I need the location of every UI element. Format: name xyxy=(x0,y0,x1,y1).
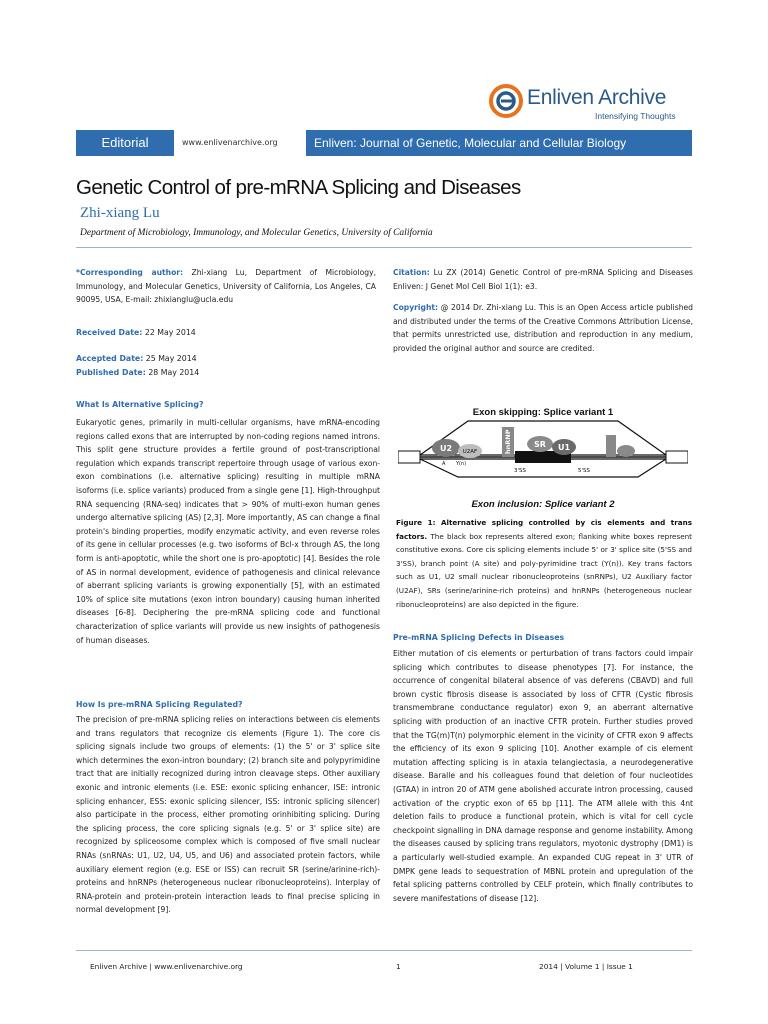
copyright-text: @ 2014 Dr. Zhi-xiang Lu. This is an Open Access article published and distributed under the terms of the Creative Commons Attribution License, that permits unrestricted use, distribution and reproduction in any medium, provided the original author and source are credited. xyxy=(393,303,693,353)
published-label: Published Date: xyxy=(76,368,146,377)
article-title: Genetic Control of pre-mRNA Splicing and Diseases xyxy=(76,176,521,199)
section-body-defects xyxy=(393,647,693,905)
splicing-diagram xyxy=(398,405,688,511)
copyright-block xyxy=(393,301,693,355)
journal-header-bar xyxy=(76,130,692,156)
section-body-regulation xyxy=(76,713,380,917)
published-value: 28 May 2014 xyxy=(145,368,200,377)
dates-block xyxy=(76,326,376,380)
hnrnp-factor-2 xyxy=(606,435,616,457)
journal-logo xyxy=(489,84,689,124)
corresponding-author-block xyxy=(76,266,376,307)
page-number: 1 xyxy=(396,962,401,971)
u1-label: U1 xyxy=(557,443,571,452)
ss3-label: 3'SS xyxy=(514,468,526,474)
received-label: Received Date: xyxy=(76,328,143,337)
accepted-value: 25 May 2014 xyxy=(143,354,197,363)
sr-label: SR xyxy=(534,440,546,449)
section-heading-defects: Pre-mRNA Splicing Defects in Diseases xyxy=(393,633,565,642)
journal-name: Enliven: Journal of Genetic, Molecular and Cellular Biology xyxy=(306,130,692,156)
constitutive-exon-right xyxy=(666,451,688,463)
constitutive-exon-left xyxy=(398,451,420,463)
article-author: Zhi-xiang Lu xyxy=(80,205,160,221)
footer-divider xyxy=(76,950,692,951)
footer-volume: 2014 | Volume 1 | Issue 1 xyxy=(539,962,633,971)
paragraph: The precision of pre-mRNA splicing relies on interactions between cis elements and trans regulators that recognize cis elements (Figure 1). The core cis splicing signals include two groups of elements: (1) the 5' or 3' splice site which determines the exon-intron boundary; (2) branch site and polypyrimidine tract that are initially recognized during intron cleavage steps. Other auxiliary exonic and intronic elements (i.e. ESE: exonic splicing enhancer, ISE: intronic splicing enhancer, ESS: exonic splicing silencer, ISS: intronic splicing silencer) also participate in the process, either promoting orinhibiting splicing. During the splicing process, the core splicing signals (e.g. 5' or 3' splice site) are recognized by spliceosome complex which is composed of five small nuclear RNAs (snRNAs: U1, U2, U4, U5, and U6) and associated protein factors, while auxiliary element region (e.g. ESE or ISS) can recruit SR (serine/arinine-rich)-proteins and hnRNPs (heterogeneous nuclear ribonucleoproteins). Interplay of RNA-protein and protein-protein interaction leads to final precise splicing in normal development [9]. xyxy=(76,715,380,915)
polypyrimidine-label: Y(n) xyxy=(456,461,467,467)
figure-caption xyxy=(396,516,692,611)
corr-text: Zhi-xiang Lu, Department of Microbiology, Immunology, and Molecular Genetics, University of California, Los Angeles, CA 90095, USA, E-mail: zhixianglu@ucla.edu xyxy=(76,268,376,305)
logo-tagline: Intensifying Thoughts xyxy=(595,111,676,121)
ss5-label: 5'SS xyxy=(578,468,590,474)
copyright-label: Copyright: xyxy=(393,303,439,312)
citation-block xyxy=(393,266,693,293)
section-label: Editorial xyxy=(76,130,174,156)
paragraph: Eukaryotic genes, primarily in multi-cellular organisms, have mRNA-encoding regions called exons that are interrupted by non-coding regions named introns. This split gene structure provides a fertile ground of post-transcriptional regulation which expands transcript repertoire through usage of various exon-exon combinations (i.e. alternative splicing) resulting in multiple mRNA isoforms (i.e. splice variants) produced from a single gene [1]. High-throughput RNA sequencing (RNA-seq) indicates that > 90% of multi-exon human genes undergo alternative splicing (AS) [2,3]. More importantly, AS can change a final protein's binding properties, modify enzymatic activity, and even reverse roles of its gene in cellular processes (e.g. two isoforms of Bcl-x through AS, the long form is anti-apoptotic, while the short one is pro-apoptotic) [4]. Besides the role of AS in normal development, evidence of pathogenesis and clinical relevance of aberrant splicing variants is growing exponentially [5], with an estimated 10% of splice site mutations (exon intron boundary) causing human inherited diseases [6-8]. Deciphering the pre-mRNA splicing code and functional characterization of splice variants will provide us new insights of pathogenesis of human diseases. xyxy=(76,418,380,645)
corr-label: *Corresponding author: xyxy=(76,268,184,277)
sr-factor-2 xyxy=(617,445,635,457)
accepted-label: Accepted Date: xyxy=(76,354,144,363)
figure-caption-title: Figure 1: Alternative splicing controlled by cis elements and trans factors. xyxy=(396,518,692,541)
logo-name: Enliven Archive xyxy=(527,86,667,109)
section-body-alternative-splicing xyxy=(76,416,380,647)
citation-text: Lu ZX (2014) Genetic Control of pre-mRNA Splicing and Diseases Enliven: J Genet Mol Cell Biol 1(1): e3. xyxy=(393,268,693,291)
label-exon-inclusion: Exon inclusion: Splice variant 2 xyxy=(471,499,615,510)
paragraph: Either mutation of cis elements or perturbation of trans factors could impair splicing which contributes to disease phenotypes [7]. For instance, the occurrence of congenital bilateral absence of vas deferens (CBAVD) and full brown cystic fibrosis disease is associated by loss of CFTR (Cystic fibrosis transmembrane conductance regulator) exon 9, an aberrant alternative splicing with production of an inactive CFTR protein. Further studies proved that the TG(m)T(n) polymorphic element in the vicinity of CFTR exon 9 affects the efficiency of its exon 9 splicing [10]. Another example of cis element mutation affecting splicing is in ataxia telangiectasia, a neurodegenerative disease. Baralle and his colleagues found that deletion of four nucleotides (GTAA) in intron 20 of ATM gene abolished accurate intron processing, caused activation of the cryptic exon of 65 bp [11]. The ATM allele with this 4nt deletion fails to produce a functional protein, which is vital for cell cycle checkpoint signalling in DNA damage response and genome instability. Among the diseases caused by splicing trans regulators, myotonic dystrophy (DM1) is a particularly well-studied example. An expanded CUG repeat in 3' UTR of DMPK gene leads to sequestration of MBNL protein and upregulation of the fetal splicing patterns controlled by CELF protein, which finally contributes to severe manifestations of disease [12]. xyxy=(393,649,693,903)
author-affiliation: Department of Microbiology, Immunology, and Molecular Genetics, University of California xyxy=(80,228,433,238)
branch-point-label: A xyxy=(442,461,446,467)
header-divider xyxy=(76,247,692,248)
received-value: 22 May 2014 xyxy=(142,328,196,337)
enliven-logo-icon xyxy=(489,84,523,118)
site-url-link[interactable]: www.enlivenarchive.org xyxy=(182,138,278,147)
footer-site: Enliven Archive | www.enlivenarchive.org xyxy=(90,962,243,971)
section-heading-regulation: How Is pre-mRNA Splicing Regulated? xyxy=(76,700,243,709)
section-heading-alternative-splicing: What Is Alternative Splicing? xyxy=(76,400,204,409)
figure-caption-text: The black box represents altered exon; flanking white boxes represent constitutive exons. Core cis splicing elements include 5' or 3' splice site (5'SS and 3'SS), branch point (A site) and poly-pyrimidine tract (Y(n)). Key trans factors such as U1, U2 small nuclear ribonucleoproteins (snRNPs), U2 Auxiliary factor (U2AF), SRs (serine/arinine-rich proteins) and hnRNPs (heterogeneous nuclear ribonucleoproteins) are also depicted in the figure. xyxy=(396,531,692,609)
citation-label: Citation: xyxy=(393,268,430,277)
u2af-label: U2AF xyxy=(462,449,478,455)
u2-label: U2 xyxy=(439,444,453,453)
label-exon-skipping: Exon skipping: Splice variant 1 xyxy=(472,407,614,418)
hnrnp-label: hnRNP xyxy=(504,429,512,454)
